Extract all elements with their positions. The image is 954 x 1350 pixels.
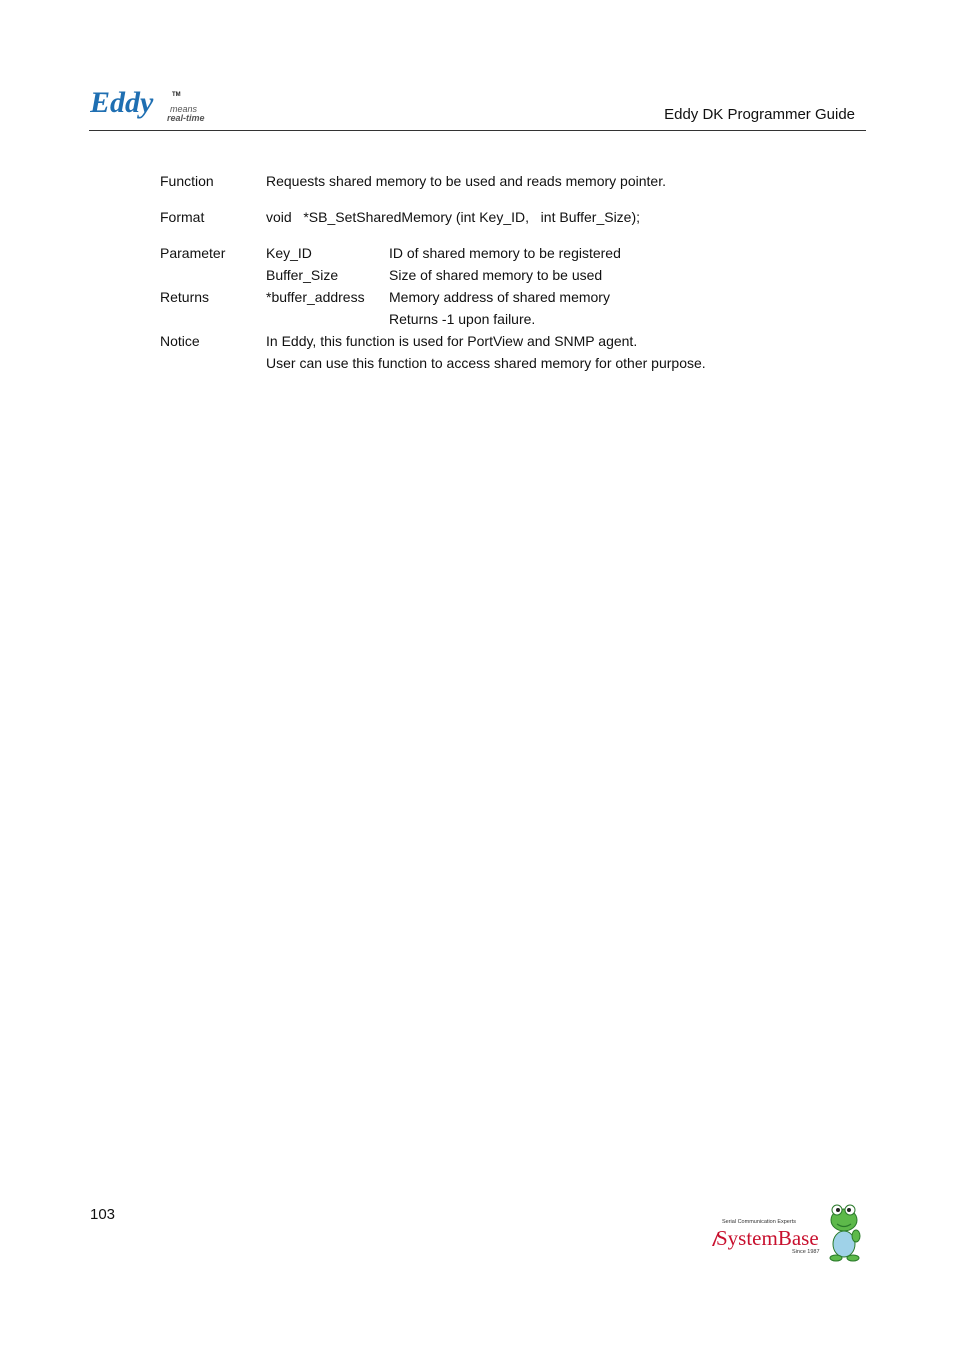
parameter-name: Buffer_Size — [266, 267, 339, 283]
returns-description: Returns -1 upon failure. — [389, 311, 536, 327]
notice-label: Notice — [160, 333, 200, 349]
function-description: Requests shared memory to be used and reads memory pointer. — [266, 173, 666, 189]
function-label: Function — [160, 173, 214, 189]
returns-description: Memory address of shared memory — [389, 289, 610, 305]
format-signature: void *SB_SetSharedMemory (int Key_ID, int Buffer_Size); — [266, 209, 641, 225]
page-number: 103 — [90, 1206, 116, 1223]
frog-mascot-icon — [830, 1205, 860, 1261]
parameter-label: Parameter — [160, 245, 226, 261]
header-divider — [89, 130, 866, 131]
eddy-logo-tag-realtime: real-time — [167, 113, 205, 123]
systembase-logo — [708, 1200, 866, 1264]
document-title: Eddy DK Programmer Guide — [664, 106, 855, 123]
eddy-logo-tag-means: means — [170, 104, 198, 114]
format-label: Format — [160, 209, 205, 225]
eddy-logo — [90, 84, 220, 128]
returns-name: *buffer_address — [266, 289, 365, 305]
notice-text: In Eddy, this function is used for PortView and SNMP agent. — [266, 333, 638, 349]
systembase-tagline: Serial Communication Experts — [722, 1219, 796, 1225]
eddy-logo-tm: TM — [172, 92, 181, 98]
parameter-description: ID of shared memory to be registered — [389, 245, 621, 261]
returns-label: Returns — [160, 289, 210, 305]
parameter-name: Key_ID — [266, 245, 312, 261]
systembase-since: Since 1987 — [792, 1249, 820, 1255]
eddy-logo-text: Eddy — [90, 86, 154, 119]
parameter-description: Size of shared memory to be used — [389, 267, 603, 283]
notice-text: User can use this function to access shared memory for other purpose. — [266, 355, 706, 371]
systembase-name: SystemBase — [716, 1226, 819, 1250]
